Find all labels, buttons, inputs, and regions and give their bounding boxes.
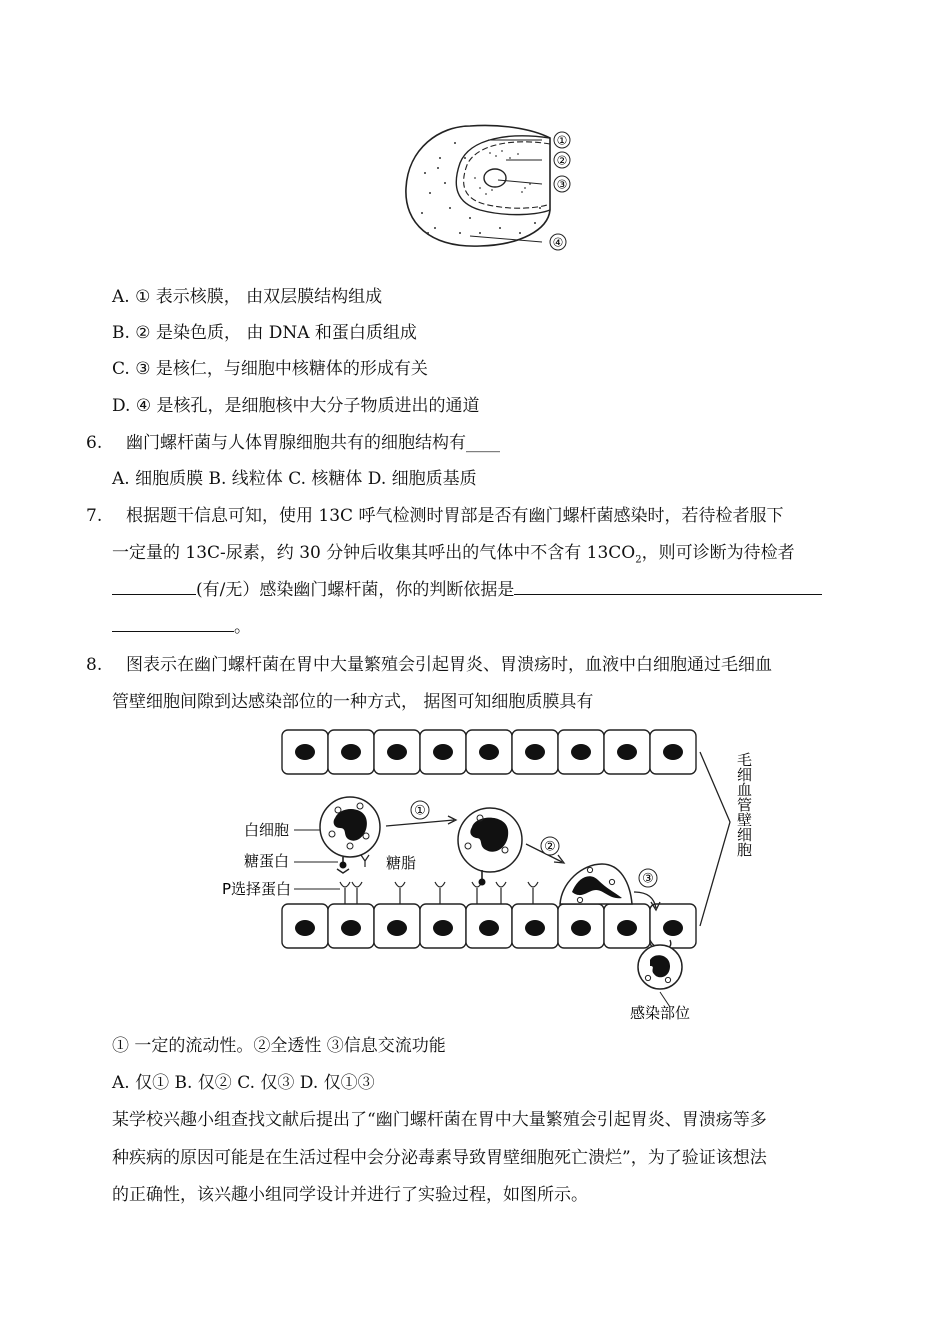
answer-blank-1[interactable] xyxy=(112,578,196,595)
label-glycoprotein: 糖蛋白 xyxy=(244,852,290,870)
q7-line4 xyxy=(112,615,251,639)
leukocyte-diagram xyxy=(210,722,770,1027)
q6-stem: 幽门螺杆菌与人体胃腺细胞共有的细胞结构有____ xyxy=(126,433,500,453)
intro-line1: 某学校兴趣小组查找文献后提出了“幽门螺杆菌在胃中大量繁殖会引起胃炎、胃溃疡等多 xyxy=(112,1110,767,1130)
q7-line3 xyxy=(112,578,822,602)
label-2: ② xyxy=(556,153,568,168)
q7-number: 7. xyxy=(86,506,103,526)
label-white-cell: 白细胞 xyxy=(244,821,290,839)
q5-option-a: A. ① 表示核膜， 由双层膜结构组成 xyxy=(112,287,383,307)
q7-line1: 根据题干信息可知，使用 13C 呼气检测时胃部是否有幽门螺杆菌感染时，若待检者服下 xyxy=(126,506,784,526)
intro-line3: 的正确性，该兴趣小组同学设计并进行了实验过程，如图所示。 xyxy=(112,1185,588,1205)
q5-option-d: D. ④ 是核孔，是细胞核中大分子物质进出的通道 xyxy=(112,396,480,416)
q7-line2 xyxy=(112,541,795,572)
q6-options: A. 细胞质膜 B. 线粒体 C. 核糖体 D. 细胞质基质 xyxy=(112,469,477,489)
q7-line4-end: 。 xyxy=(234,617,251,637)
label-4: ④ xyxy=(552,235,564,250)
label-3: ③ xyxy=(556,177,568,192)
step-2: ② xyxy=(544,839,556,855)
q7-line2-b: ，则可诊断为待检者 xyxy=(641,543,795,563)
answer-blank-2[interactable] xyxy=(514,578,822,595)
answer-blank-3[interactable] xyxy=(112,615,234,632)
step-3: ③ xyxy=(642,871,654,887)
intro-line2: 种疾病的原因可能是在生活过程中会分泌毒素导致胃壁细胞死亡溃烂”，为了验证该想法 xyxy=(112,1148,767,1168)
q8-line1: 图表示在幽门螺杆菌在胃中大量繁殖会引起胃炎、胃溃疡时，血液中白细胞通过毛细血 xyxy=(126,655,772,675)
q6-number: 6. xyxy=(86,433,103,453)
label-glycolipid: 糖脂 xyxy=(386,854,417,872)
q8-options: A. 仅① B. 仅② C. 仅③ D. 仅①③ xyxy=(112,1073,375,1093)
cell-diagram xyxy=(400,118,580,258)
label-capillary-wall: 毛细血管壁细胞 xyxy=(735,752,753,857)
q8-number: 8. xyxy=(86,655,103,675)
q8-line2: 管壁细胞间隙到达感染部位的一种方式， 据图可知细胞质膜具有 xyxy=(112,692,594,712)
q7-line2-sub: 2 xyxy=(635,554,642,566)
step-1: ① xyxy=(414,803,426,819)
label-1: ① xyxy=(556,133,568,148)
q7-line2-a: 一定量的 13C-尿素，约 30 分钟后收集其呼出的气体中不含有 13CO xyxy=(112,543,636,563)
label-infection-site: 感染部位 xyxy=(630,1004,691,1022)
q7-line3-a: (有/无）感染幽门螺杆菌，你的判断依据是 xyxy=(196,580,515,600)
q5-option-b: B. ② 是染色质， 由 DNA 和蛋白质组成 xyxy=(112,323,417,343)
q8-statements: ① 一定的流动性。②全透性 ③信息交流功能 xyxy=(112,1036,446,1056)
q5-option-c: C. ③ 是核仁，与细胞中核糖体的形成有关 xyxy=(112,359,428,379)
label-p-selectin: P选择蛋白 xyxy=(222,880,292,898)
